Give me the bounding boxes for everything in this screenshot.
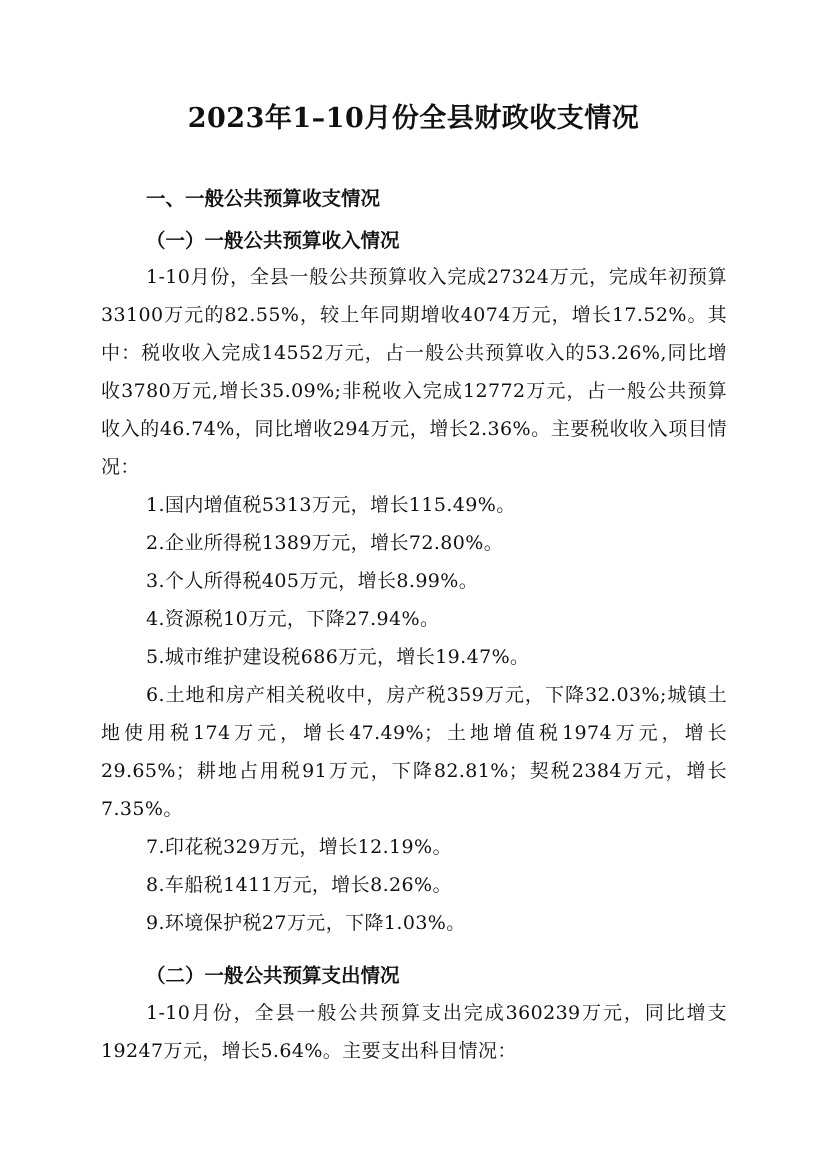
tax-item-corporate-income: 2.企业所得税1389万元，增长72.80%。 [146,532,504,554]
revenue-paragraph: 1-10月份，全县一般公共预算收入完成27324万元，完成年初预算33100万元的82.55%，较上年同期增收4074万元，增长17.52%。其中：税收收入完成14552万元，占一般公共预算收入的53.26%,同比增收3780万元,增长35.09%;非税收入完成12772万元，占一般公共预算收入的46.74%，同比增收294万元，增长2.36%。主要税收收入项目情况： [101,266,727,478]
tax-item-urban-maintenance: 5.城市维护建设税686万元，增长19.47%。 [146,646,530,668]
tax-item-vat: 1.国内增值税5313万元，增长115.49%。 [146,494,516,516]
tax-item-personal-income: 3.个人所得税405万元，增长8.99%。 [146,570,479,592]
tax-item-land-property: 6.土地和房产相关税收中，房产税359万元，下降32.03%;城镇土地使用税174万元，增长47.49%；土地增值税1974万元，增长29.65%；耕地占用税91万元，下降82.81%；契税2384万元，增长7.35%。 [101,684,727,820]
tax-item-resource: 4.资源税10万元，下降27.94%。 [146,608,440,630]
expenditure-paragraph: 1-10月份，全县一般公共预算支出完成360239万元，同比增支19247万元，增长5.64%。主要支出科目情况： [101,1002,727,1062]
tax-items-list [101,486,727,942]
subsection-heading-expenditure: （二）一般公共预算支出情况 [146,964,400,987]
tax-item-environmental: 9.环境保护税27万元，下降1.03%。 [146,912,466,934]
section-heading-general-budget: 一、一般公共预算收支情况 [146,187,381,210]
document-title: 2023年1–10月份全县财政收支情况 [187,103,640,134]
subsection-heading-revenue: （一）一般公共预算收入情况 [146,229,400,252]
tax-item-vehicle-vessel: 8.车船税1411万元，增长8.26%。 [146,874,452,896]
tax-item-stamp: 7.印花税329万元，增长12.19%。 [146,836,452,858]
